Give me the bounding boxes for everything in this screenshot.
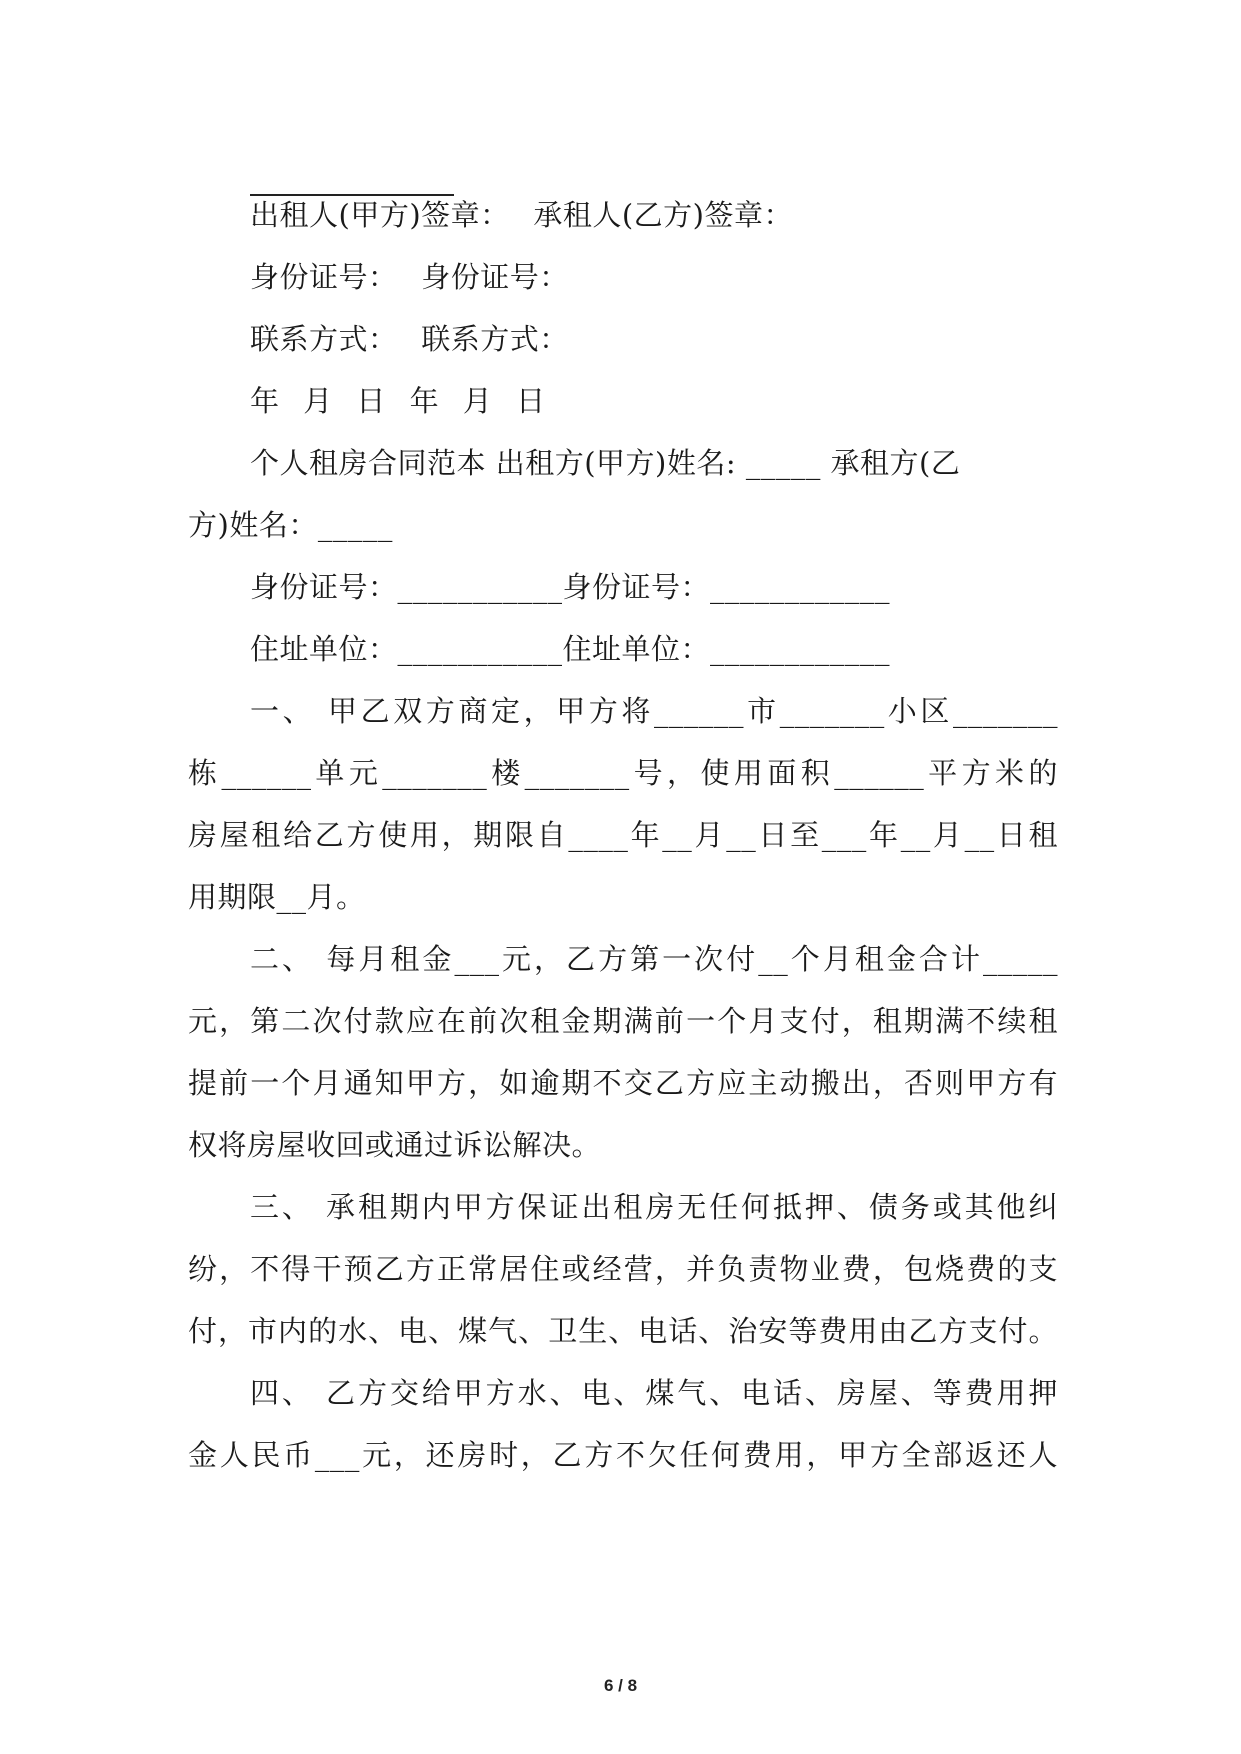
paragraph-line: 二、 每月租金___元，乙方第一次付__个月租金合计_____ bbox=[250, 942, 1058, 976]
contract-title-line: 个人租房合同范本 出租方(甲方)姓名: _____ 承租方(乙 bbox=[250, 446, 961, 480]
id-number-line: 身份证号： 身份证号： bbox=[250, 260, 569, 294]
paragraph-line: 方)姓名：_____ bbox=[188, 508, 393, 542]
paragraph-line: 纷，不得干预乙方正常居住或经营，并负责物业费，包烧费的支 bbox=[188, 1252, 1058, 1286]
document-body bbox=[188, 160, 1058, 1486]
paragraph-line: 身份证号：___________身份证号：____________ bbox=[250, 570, 891, 604]
signature-block bbox=[188, 184, 1058, 432]
paragraph-line: 权将房屋收回或通过诉讼解决。 bbox=[188, 1128, 602, 1162]
page-number: 6 / 8 bbox=[603, 1676, 638, 1695]
paragraph-line: 一、 甲乙双方商定，甲方将______市_______小区_______ bbox=[250, 694, 1058, 728]
contact-line: 联系方式： 联系方式： bbox=[250, 322, 569, 356]
spacer bbox=[188, 160, 1058, 184]
paragraph-line: 四、 乙方交给甲方水、电、煤气、电话、房屋、等费用押 bbox=[250, 1376, 1058, 1410]
paragraph-line: 用期限__月。 bbox=[188, 880, 366, 914]
paragraph-line: 提前一个月通知甲方，如逾期不交乙方应主动搬出，否则甲方有 bbox=[188, 1066, 1058, 1100]
paragraph-line: 住址单位：___________住址单位：____________ bbox=[250, 632, 891, 666]
paragraph-line: 栋______单元_______楼_______号，使用面积______平方米的 bbox=[188, 756, 1058, 790]
signature-line: 出租人(甲方)签章： 承租人(乙方)签章： bbox=[250, 198, 793, 232]
paragraph-line: 元，第二次付款应在前次租金期满前一个月支付，租期满不续租 bbox=[188, 1004, 1058, 1038]
paragraph-line: 金人民币___元，还房时，乙方不欠任何费用，甲方全部返还人 bbox=[188, 1438, 1058, 1472]
paragraph-line: 三、 承租期内甲方保证出租房无任何抵押、债务或其他纠 bbox=[250, 1190, 1058, 1224]
paragraph-line: 付，市内的水、电、煤气、卫生、电话、治安等费用由乙方支付。 bbox=[188, 1314, 1058, 1348]
paragraph-line: 房屋租给乙方使用，期限自____年__月__日至___年__月__日租 bbox=[188, 818, 1058, 852]
date-line: 年 月 日 年 月 日 bbox=[250, 384, 546, 418]
